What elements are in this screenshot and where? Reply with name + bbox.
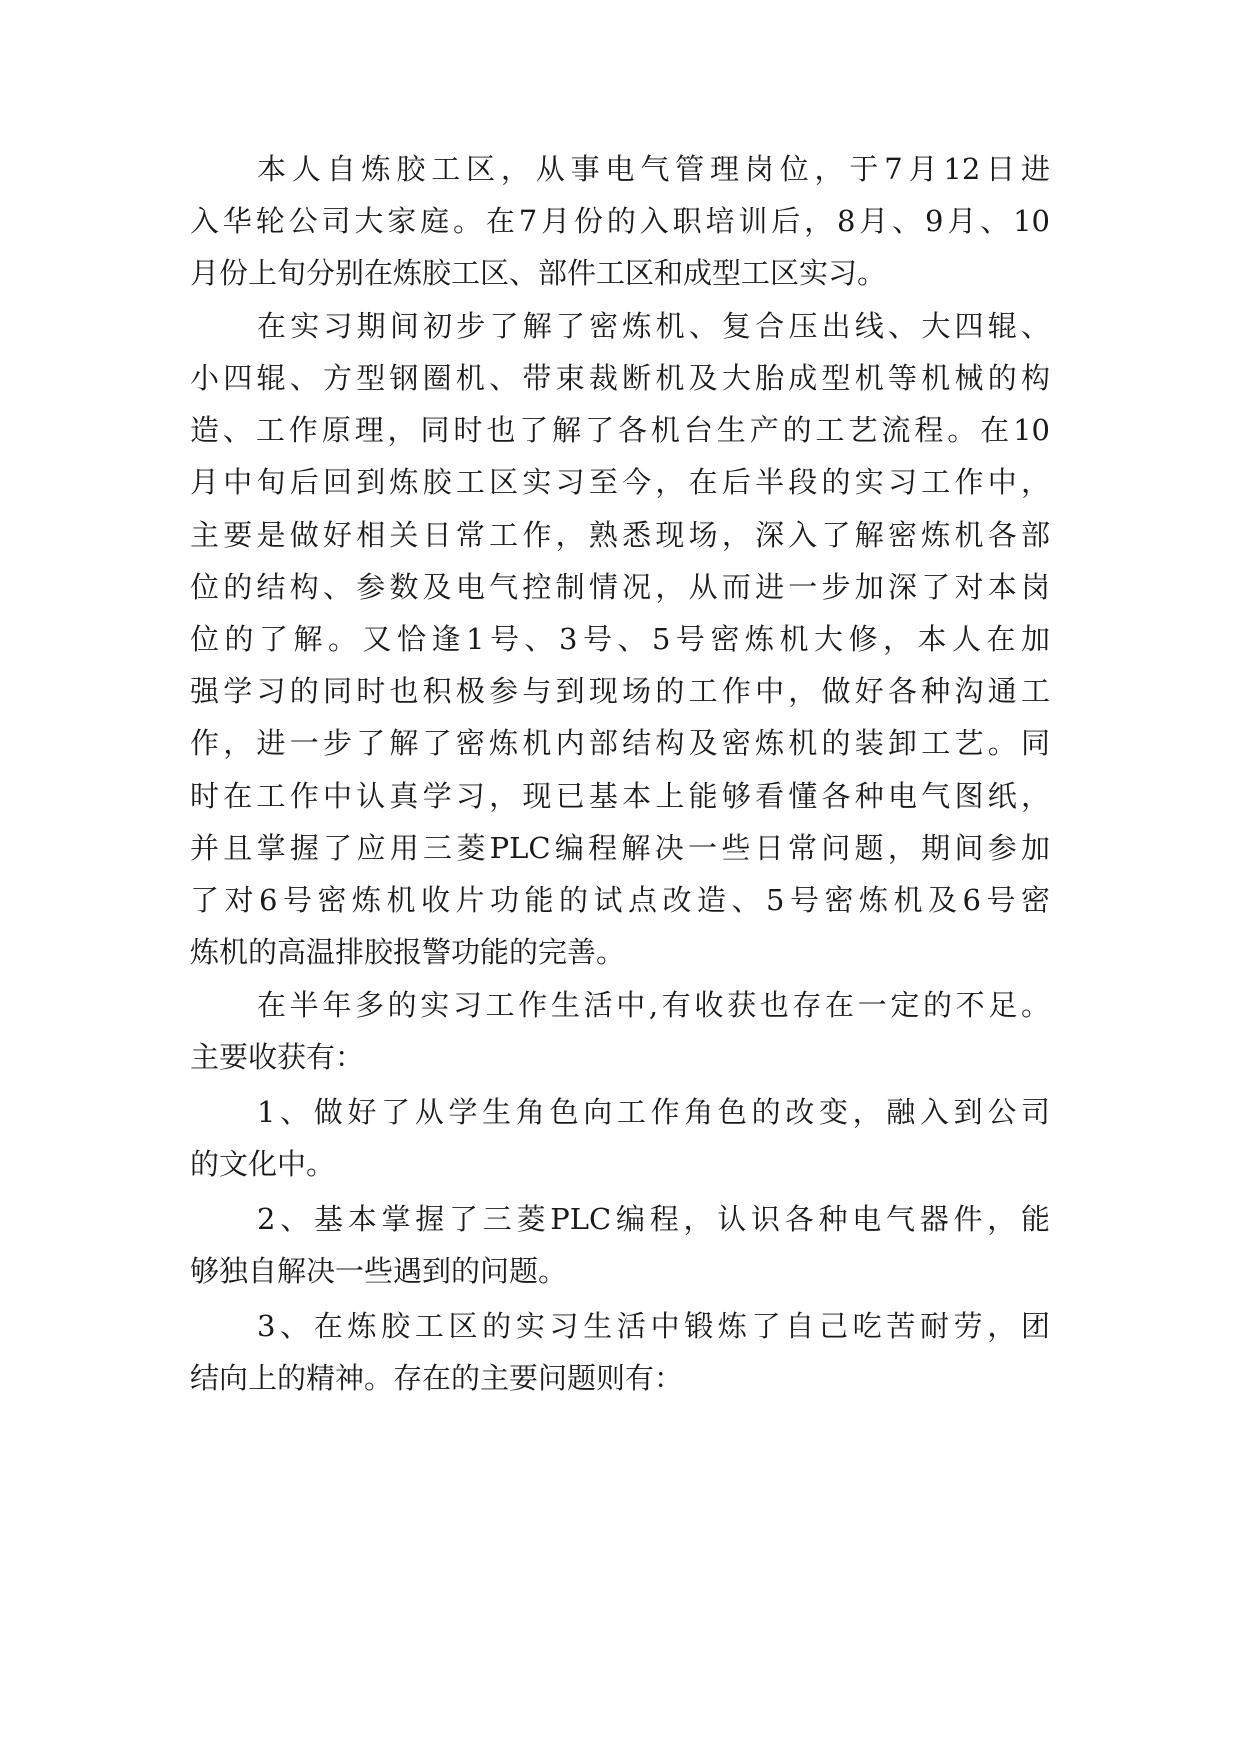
text-line: 造、工作原理，同时也了解了各机台生产的工艺流程。在10	[190, 413, 1050, 447]
text-line: 在半年多的实习工作生活中,有收获也存在一定的不足。	[257, 988, 1050, 1022]
text-line: 小四辊、方型钢圈机、带束裁断机及大胎成型机等机械的构	[190, 361, 1050, 395]
text-line: 并且掌握了应用三菱PLC编程解决一些日常问题，期间参加	[190, 831, 1050, 865]
text-line: 主要是做好相关日常工作，熟悉现场，深入了解密炼机各部	[190, 518, 1050, 552]
text-line: 月中旬后回到炼胶工区实习至今，在后半段的实习工作中，	[190, 465, 1050, 499]
text-line: 时在工作中认真学习，现已基本上能够看懂各种电气图纸，	[190, 779, 1050, 813]
text-line: 的文化中。	[190, 1147, 336, 1181]
text-line: 结向上的精神。存在的主要问题则有：	[190, 1361, 684, 1395]
text-line: 月份上旬分别在炼胶工区、部件工区和成型工区实习。	[190, 256, 887, 290]
text-line: 入华轮公司大家庭。在7月份的入职培训后，8月、9月、10	[190, 204, 1050, 238]
text-line: 够独自解决一些遇到的问题。	[190, 1254, 568, 1288]
text-line: 在实习期间初步了解了密炼机、复合压出线、大四辊、	[257, 309, 1050, 343]
text-line: 位的了解。又恰逢1号、3号、5号密炼机大修，本人在加	[190, 622, 1050, 656]
text-line: 了对6号密炼机收片功能的试点改造、5号密炼机及6号密	[190, 883, 1050, 917]
text-line: 作，进一步了解了密炼机内部结构及密炼机的装卸工艺。同	[190, 726, 1050, 760]
text-line: 主要收获有：	[190, 1040, 365, 1074]
text-line: 本人自炼胶工区，从事电气管理岗位，于7月12日进	[257, 152, 1050, 186]
text-line: 2、基本掌握了三菱PLC编程，认识各种电气器件，能	[257, 1202, 1050, 1236]
text-line: 炼机的高温排胶报警功能的完善。	[190, 935, 626, 969]
text-line: 强学习的同时也积极参与到现场的工作中，做好各种沟通工	[190, 674, 1050, 708]
text-line: 位的结构、参数及电气控制情况，从而进一步加深了对本岗	[190, 570, 1050, 604]
text-line: 1、做好了从学生角色向工作角色的改变，融入到公司	[257, 1095, 1050, 1129]
text-line: 3、在炼胶工区的实习生活中锻炼了自己吃苦耐劳，团	[257, 1309, 1050, 1343]
